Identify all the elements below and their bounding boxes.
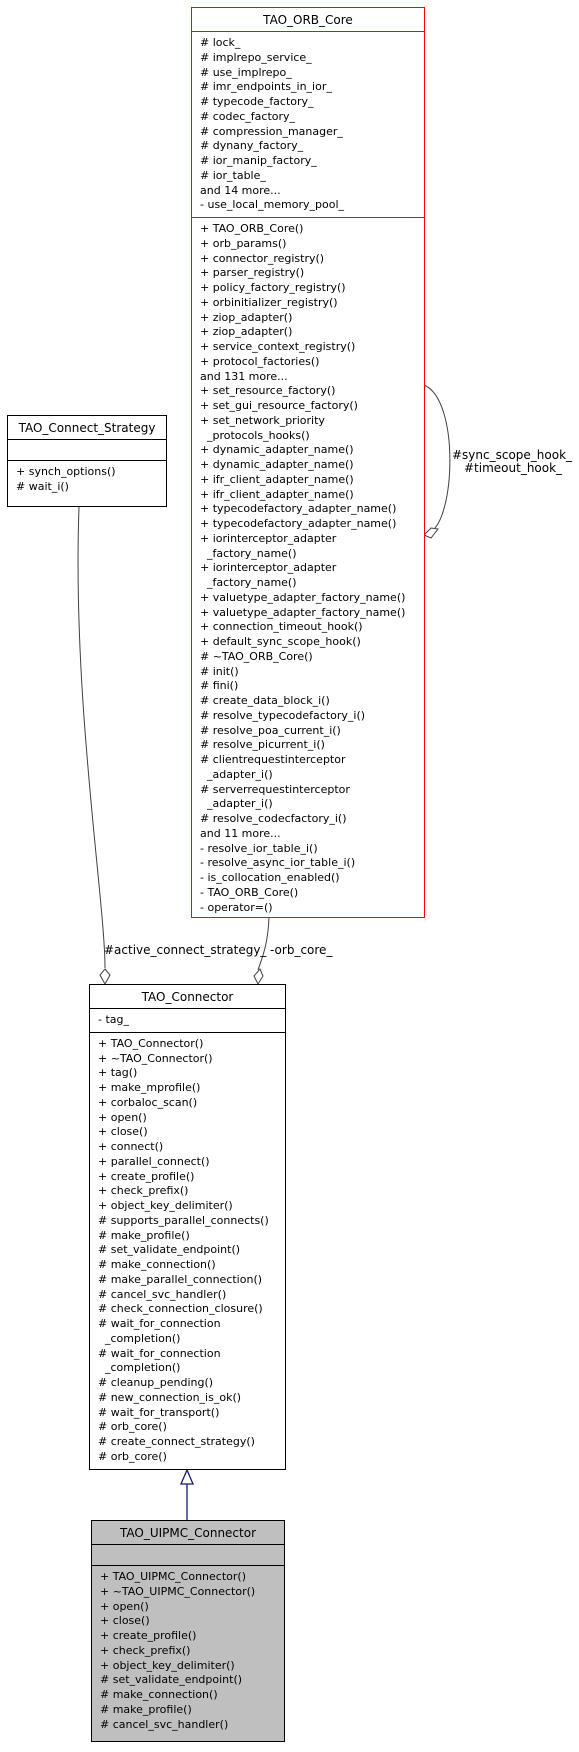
member-row: _factory_name()	[200, 576, 297, 589]
member-row: + default_sync_scope_hook()	[200, 635, 361, 648]
member-row: + connection_timeout_hook()	[200, 620, 363, 634]
member-row: # set_validate_endpoint()	[98, 1243, 241, 1257]
member-row: + ifr_client_adapter_name()	[200, 472, 354, 486]
member-row: - use_local_memory_pool_	[200, 198, 345, 212]
member-row: + dynamic_adapter_name()	[200, 443, 354, 457]
member-row: + iorinterceptor_adapter	[200, 531, 337, 545]
member-row: # check_connection_closure()	[98, 1302, 263, 1316]
member-row: + TAO_UIPMC_Connector()	[100, 1570, 246, 1583]
class-title: TAO_Connector	[90, 985, 285, 1009]
class-tao-orb-core[interactable]	[191, 7, 425, 918]
member-row: + set_network_priority	[200, 413, 325, 427]
member-row: # make_connection()	[98, 1258, 216, 1271]
member-row: + close()	[100, 1614, 150, 1628]
member-row: + typecodefactory_adapter_name()	[200, 502, 397, 516]
member-row: # init()	[200, 664, 239, 678]
member-row: # create_data_block_i()	[200, 694, 330, 707]
member-row: - resolve_ior_table_i()	[200, 841, 318, 855]
member-row: - operator=()	[200, 900, 273, 914]
member-row: + set_resource_factory()	[200, 384, 336, 398]
member-row: # clientrequestinterceptor	[200, 753, 346, 766]
member-row: + parallel_connect()	[98, 1154, 210, 1168]
methods-section	[8, 461, 166, 499]
self-loop-label-timeout: #timeout_hook_	[464, 461, 563, 475]
member-row: + check_prefix()	[100, 1643, 191, 1657]
member-row: + corbaloc_scan()	[98, 1095, 198, 1109]
member-row: _adapter_i()	[200, 767, 273, 781]
member-row: # serverrequestinterceptor	[200, 782, 350, 796]
attributes-section	[192, 32, 424, 218]
member-row: and 11 more...	[200, 826, 281, 840]
member-row: # make_connection()	[100, 1688, 218, 1701]
member-row: + set_gui_resource_factory()	[200, 399, 358, 412]
member-row: # wait_i()	[16, 479, 69, 493]
member-row: + service_context_registry()	[200, 340, 356, 353]
member-row: + close()	[98, 1125, 148, 1139]
member-row: + create_profile()	[98, 1169, 195, 1183]
member-row: + orbinitializer_registry()	[200, 295, 338, 309]
methods-section	[192, 218, 424, 919]
member-row: # typecode_factory_	[200, 95, 314, 108]
member-row: _protocols_hooks()	[200, 428, 310, 442]
member-row: # wait_for_transport()	[98, 1405, 220, 1419]
member-row: # resolve_codecfactory_i()	[200, 812, 347, 825]
member-row: # create_connect_strategy()	[98, 1435, 255, 1448]
member-row: # compression_manager_	[200, 124, 343, 138]
member-row: # wait_for_connection	[98, 1346, 221, 1360]
member-row: - TAO_ORB_Core()	[200, 885, 299, 899]
member-row: # supports_parallel_connects()	[98, 1213, 269, 1227]
member-row: and 131 more...	[200, 369, 288, 383]
member-row: # make_parallel_connection()	[98, 1272, 263, 1286]
member-row: + open()	[100, 1599, 149, 1613]
member-row: + check_prefix()	[98, 1184, 189, 1198]
member-row: + ifr_client_adapter_name()	[200, 487, 354, 501]
class-title: TAO_Connect_Strategy	[8, 416, 166, 440]
member-row: + create_profile()	[100, 1629, 197, 1642]
self-loop-diamond	[424, 528, 438, 538]
class-tao-connect-strategy[interactable]	[7, 415, 167, 507]
methods-section	[92, 1566, 284, 1736]
member-row: + ~TAO_UIPMC_Connector()	[100, 1584, 256, 1598]
inheritance-arrowhead	[181, 1470, 193, 1484]
member-row: - tag_	[98, 1013, 130, 1026]
member-row: # set_validate_endpoint()	[100, 1673, 243, 1687]
methods-section	[90, 1033, 285, 1469]
member-row: - is_collocation_enabled()	[200, 871, 340, 884]
member-row: # use_implrepo_	[200, 65, 292, 79]
strategy-edge-label: #active_connect_strategy_	[104, 943, 267, 957]
member-row: # cancel_svc_handler()	[98, 1287, 227, 1301]
member-row: + protocol_factories()	[200, 354, 320, 368]
member-row: # make_profile()	[100, 1702, 192, 1716]
class-tao-connector[interactable]	[89, 984, 286, 1470]
member-row: # resolve_picurrent_i()	[200, 738, 325, 752]
member-row: + ziop_adapter()	[200, 325, 293, 339]
member-row: + typecodefactory_adapter_name()	[200, 517, 397, 530]
member-row: # ior_manip_factory_	[200, 154, 317, 167]
member-row: # wait_for_connection	[98, 1317, 221, 1330]
member-row: + make_mprofile()	[98, 1081, 201, 1094]
self-loop-edge	[424, 385, 450, 532]
member-row: + connector_registry()	[200, 251, 325, 265]
member-row: + valuetype_adapter_factory_name()	[200, 590, 406, 604]
strategy-diamond	[100, 969, 110, 984]
member-row: + parser_registry()	[200, 266, 305, 280]
orb-core-edge-label: -orb_core_	[270, 943, 333, 957]
member-row: - resolve_async_ior_table_i()	[200, 856, 356, 870]
member-row: # ~TAO_ORB_Core()	[200, 649, 313, 663]
strategy-edge	[78, 507, 105, 968]
member-row: + TAO_ORB_Core()	[200, 222, 304, 235]
member-row: _completion()	[98, 1361, 181, 1375]
member-row: # orb_core()	[98, 1449, 167, 1463]
member-row: + policy_factory_registry()	[200, 281, 346, 294]
member-row: and 14 more...	[200, 183, 281, 197]
member-row: + object_key_delimiter()	[98, 1199, 233, 1212]
attributes-section	[90, 1009, 285, 1033]
member-row: + synch_options()	[16, 465, 116, 478]
self-loop-label-sync: #sync_scope_hook_	[452, 448, 573, 462]
member-row: + valuetype_adapter_factory_name()	[200, 605, 406, 619]
member-row: # lock_	[200, 36, 241, 49]
member-row: _completion()	[98, 1331, 181, 1345]
member-row: # orb_core()	[98, 1420, 167, 1434]
member-row: + ziop_adapter()	[200, 310, 293, 324]
member-row: + orb_params()	[200, 236, 287, 250]
member-row: # imr_endpoints_in_ior_	[200, 80, 332, 94]
member-row: _adapter_i()	[200, 797, 273, 811]
member-row: # new_connection_is_ok()	[98, 1390, 242, 1404]
class-tao-uipmc-connector[interactable]	[91, 1520, 285, 1742]
attributes-section	[92, 1545, 284, 1566]
member-row: # cancel_svc_handler()	[100, 1717, 229, 1731]
class-title: TAO_UIPMC_Connector	[92, 1521, 284, 1545]
member-row: # implrepo_service_	[200, 50, 312, 64]
member-row: # cleanup_pending()	[98, 1376, 214, 1389]
member-row: # resolve_typecodefactory_i()	[200, 708, 366, 722]
member-row: # make_profile()	[98, 1228, 190, 1242]
class-title: TAO_ORB_Core	[192, 8, 424, 32]
member-row: # fini()	[200, 679, 239, 693]
member-row: + open()	[98, 1110, 147, 1124]
member-row: + tag()	[98, 1066, 138, 1080]
member-row: + dynamic_adapter_name()	[200, 458, 354, 471]
member-row: # dynany_factory_	[200, 139, 304, 153]
member-row: + iorinterceptor_adapter	[200, 561, 337, 575]
member-row: # ior_table_	[200, 168, 266, 182]
member-row: + ~TAO_Connector()	[98, 1051, 213, 1065]
member-row: _factory_name()	[200, 546, 297, 560]
member-row: # codec_factory_	[200, 109, 296, 123]
orb-core-diamond	[254, 969, 263, 984]
member-row: + TAO_Connector()	[98, 1036, 204, 1050]
member-row: # resolve_poa_current_i()	[200, 723, 341, 737]
member-row: + connect()	[98, 1140, 164, 1153]
attributes-section	[8, 440, 166, 461]
member-row: + object_key_delimiter()	[100, 1658, 235, 1672]
